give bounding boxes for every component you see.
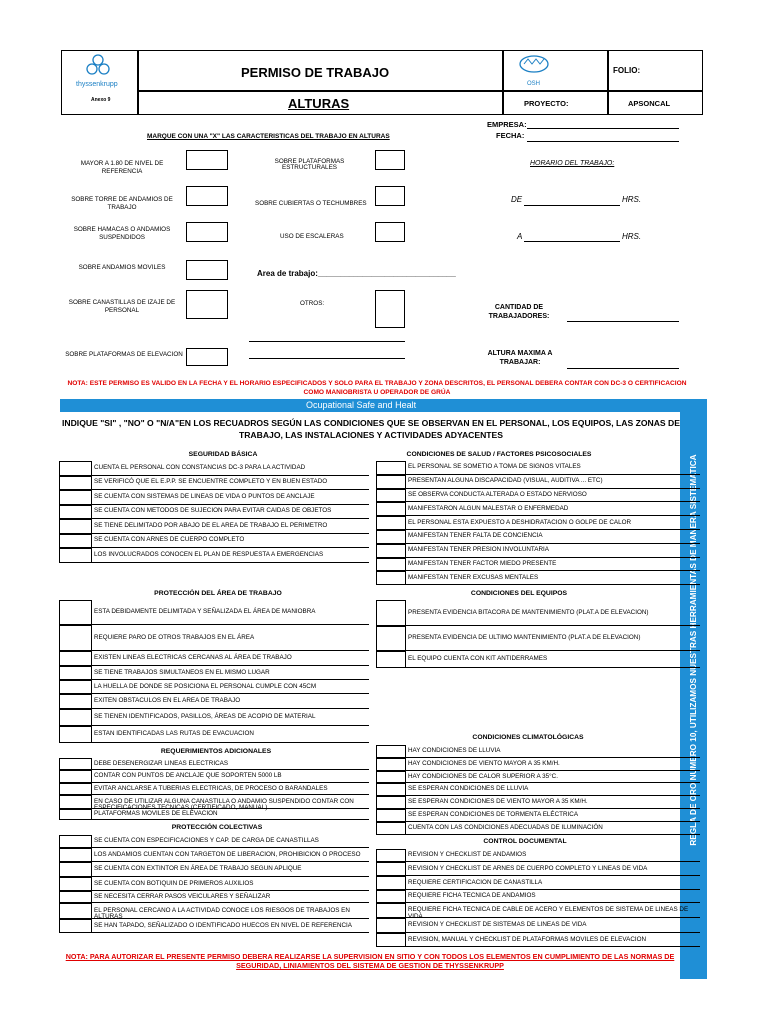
brand-name: thyssenkrupp bbox=[76, 81, 118, 88]
item-seguridad-6: SE CUENTA CON ARNES DE CUERPO COMPLETO bbox=[94, 536, 245, 544]
note-bottom: NOTA: PARA AUTORIZAR EL PRESENTE PERMISO DEBERA REALIZARSE LA SUPERVISION EN SITIO Y CON TODOS LOS ELEMENTOS EN CUMPLIMIENTO DE LAS NORMAS DE SEGURIDAD, LINIAMIENTOS DEL SISTEMA DE GESTION DE THYSSENKRUPP bbox=[65, 952, 675, 971]
checkbox-equipos-2[interactable] bbox=[376, 626, 406, 651]
item-proteccion_area-1: ESTA DEBIDAMENTE DELIMITADA Y SEÑALIZADA EL ÁREA DE MANIOBRA bbox=[94, 608, 316, 615]
item-clima-4: SE ESPERAN CONDICIONES DE LLUVIA bbox=[408, 785, 529, 792]
item-requerimientos-4: EN CASO DE UTILIZAR ALGUNA CANASTILLA O ANDAMIO SUSPENDIDO CONTAR CON ESPECIFICACIONES TECNICAS (CERTIFICADO, MANUAL) bbox=[94, 797, 354, 812]
item-requerimientos-5: PLATAFORMAS MOVILES DE ELEVACION bbox=[94, 810, 218, 817]
checkbox-left-3[interactable] bbox=[186, 222, 228, 242]
top-item-left-6: SOBRE PLATAFORMAS DE ELEVACION bbox=[65, 351, 183, 358]
item-requerimientos-1: DEBE DESENERGIZAR LINEAS ELECTRICAS bbox=[94, 759, 229, 767]
item-clima-2: HAY CONDICIONES DE VIENTO MAYOR A 35 KM/H. bbox=[408, 760, 560, 767]
item-equipos-2: PRESENTA EVIDENCIA DE ULTIMO MANTENIMIENTO (PLAT.A DE ELEVACION) bbox=[408, 634, 641, 641]
checkbox-requerimientos-5[interactable] bbox=[59, 809, 92, 820]
checkbox-colectivas-5[interactable] bbox=[59, 891, 92, 903]
checkbox-seguridad-2[interactable] bbox=[59, 476, 92, 491]
item-seguridad-2: SE VERIFICÓ QUE EL E.P.P. SE ENCUENTRE COMPLETO Y EN BUEN ESTADO bbox=[94, 478, 328, 486]
item-proteccion_area-7: SE TIENEN IDENTIFICADOS, PASILLOS, ÁREAS DE ACOPIO DE MATERIAL bbox=[94, 713, 316, 720]
a-field[interactable] bbox=[524, 232, 620, 242]
checkbox-left-6[interactable] bbox=[186, 348, 228, 366]
item-salud-6: MANIFESTAN TENER FALTA DE CONCIENCIA bbox=[408, 532, 543, 540]
item-colectivas-6: EL PERSONAL CERCANO A LA ACTIVIDAD CONOCE LOS RIESGOS DE TRABAJOS EN ALTURAS bbox=[94, 906, 350, 921]
checkbox-proteccion_area-1[interactable] bbox=[59, 600, 92, 625]
checkbox-mid-1[interactable] bbox=[375, 150, 405, 170]
de-label: DE bbox=[511, 195, 523, 204]
checkbox-left-4[interactable] bbox=[186, 260, 228, 280]
indique-text: INDIQUE "SI" , "NO" O "N/A"EN LOS RECUADROS SEGÚN LAS CONDICIONES QUE SE OBSERVAN EN EL PERSONAL, LOS EQUIPOS, LAS ZONAS DE TRABAJO, LAS INSTALACIONES Y ACTIVIDADES ADYACENTES bbox=[62, 418, 680, 440]
item-seguridad-1: CUENTA EL PERSONAL CON CONSTANCIAS DC-3 PARA LA ACTIVIDAD bbox=[94, 463, 306, 471]
folio-label: FOLIO: bbox=[613, 66, 641, 75]
checkbox-clima-7[interactable] bbox=[376, 822, 406, 835]
checkbox-proteccion_area-7[interactable] bbox=[59, 709, 92, 726]
checkbox-colectivas-3[interactable] bbox=[59, 862, 92, 877]
checkbox-documental-1[interactable] bbox=[376, 849, 406, 862]
empresa-field[interactable] bbox=[527, 119, 679, 129]
checkbox-salud-3[interactable] bbox=[376, 489, 406, 503]
osh-label: OSH bbox=[527, 81, 541, 87]
item-salud-4: MANIFESTARON ALGUN MALESTAR O ENFERMEDAD bbox=[408, 504, 569, 512]
item-documental-2: REVISION Y CHECKLIST DE ARNES DE CUERPO COMPLETO Y LINEAS DE VIDA bbox=[408, 864, 648, 872]
top-item-left-2: SOBRE TORRE DE ANDAMIOS DE TRABAJO bbox=[71, 196, 173, 212]
top-item-left-4: SOBRE ANDAMIOS MOVILES bbox=[78, 264, 166, 271]
checkbox-documental-7[interactable] bbox=[376, 933, 406, 947]
checkbox-seguridad-6[interactable] bbox=[59, 534, 92, 549]
item-seguridad-7: LOS INVOLUCRADOS CONOCEN EL PLAN DE RESPUESTA A EMERGENCIAS bbox=[94, 550, 324, 558]
checkbox-seguridad-1[interactable] bbox=[59, 461, 92, 476]
checkbox-colectivas-1[interactable] bbox=[59, 835, 92, 848]
item-seguridad-3: SE CUENTA CON SISTEMAS DE LINEAS DE VIDA O PUNTOS DE ANCLAJE bbox=[94, 492, 315, 500]
banner-text: Ocupational Safe and Healt bbox=[306, 400, 417, 410]
item-clima-3: HAY CONDICIONES DE CALOR SUPERIOR A 35°C. bbox=[408, 772, 558, 780]
item-seguridad-4: SE CUENTA CON METODOS DE SUJECION PARA EVITAR CAIDAS DE OBJETOS bbox=[94, 507, 332, 515]
item-salud-9: MANIFESTAN TENER EXCUSAS MENTALES bbox=[408, 573, 539, 581]
checkbox-salud-9[interactable] bbox=[376, 571, 406, 585]
hrs-label-2: HRS. bbox=[622, 232, 642, 241]
checkbox-proteccion_area-4[interactable] bbox=[59, 666, 92, 680]
item-salud-1: EL PERSONAL SE SOMETIO A TOMA DE SIGNOS VITALES bbox=[408, 463, 581, 471]
item-requerimientos-2: CONTAR CON PUNTOS DE ANCLAJE QUE SOPORTEN 5000 LB bbox=[94, 772, 282, 779]
item-clima-6: SE ESPERAN CONDICIONES DE TORMENTA ELÉCTRICA bbox=[408, 811, 579, 818]
checkbox-left-5[interactable] bbox=[186, 290, 228, 319]
checkbox-requerimientos-4[interactable] bbox=[59, 795, 92, 809]
checkbox-clima-6[interactable] bbox=[376, 809, 406, 822]
fecha-label: FECHA: bbox=[496, 131, 525, 140]
osh-logo-icon bbox=[518, 54, 550, 78]
page-subtitle: ALTURAS bbox=[288, 96, 350, 111]
cantidad-field[interactable] bbox=[567, 312, 679, 322]
item-clima-7: CUENTA CON LAS CONDICIONES ADECUADAS DE ILUMINACIÓN bbox=[408, 824, 603, 831]
checkbox-mid-3[interactable] bbox=[375, 222, 405, 242]
top-item-mid-3: USO DE ESCALERAS bbox=[280, 233, 344, 240]
section-title-colectivas: PROTECCIÓN COLECTIVAS bbox=[171, 824, 263, 831]
proyecto-label: PROYECTO: bbox=[524, 99, 569, 108]
otros-line-2[interactable] bbox=[249, 358, 405, 359]
annex-label: Anexo 9 bbox=[91, 97, 111, 103]
checkbox-documental-2[interactable] bbox=[376, 862, 406, 876]
item-proteccion_area-4: SE TIENE TRABAJOS SIMULTANEOS EN EL MISMO LUGAR bbox=[94, 668, 270, 676]
section-title-requerimientos: REQUERIMIENTOS ADICIONALES bbox=[160, 748, 272, 755]
fecha-field[interactable] bbox=[527, 132, 679, 142]
item-colectivas-2: LOS ANDAMIOS CUENTAN CON TARGETON DE LIBERACION, PROHIBICION O PROCESO bbox=[94, 850, 361, 858]
checkbox-proteccion_area-6[interactable] bbox=[59, 694, 92, 709]
checkbox-clima-4[interactable] bbox=[376, 783, 406, 796]
item-salud-5: EL PERSONAL ESTA EXPUESTO A DESHIDRATACION O GOLPE DE CALOR bbox=[408, 518, 632, 526]
checkbox-documental-3[interactable] bbox=[376, 876, 406, 890]
a-label: A bbox=[517, 232, 523, 241]
checkbox-salud-8[interactable] bbox=[376, 558, 406, 572]
item-proteccion_area-5: LA HUELLA DE DONDE SE POSICIONA EL PERSONAL CUMPLE CON 45CM bbox=[94, 682, 317, 690]
hrs-label-1: HRS. bbox=[622, 195, 642, 204]
top-item-left-1: MAYOR A 1.80 DE NIVEL DE REFERENCIA bbox=[80, 160, 164, 176]
item-salud-8: MANIFESTAN TENER FACTOR MIEDO PRESENTE bbox=[408, 560, 557, 567]
de-field[interactable] bbox=[524, 196, 620, 206]
checkbox-salud-7[interactable] bbox=[376, 544, 406, 558]
otros-line-1[interactable] bbox=[249, 341, 405, 342]
section-title-clima: CONDICIONES CLIMATOLÓGICAS bbox=[472, 734, 584, 741]
checkbox-salud-1[interactable] bbox=[376, 461, 406, 475]
side-text: REGLA DE ORO NUMERO 10, UTILIZAMOS NUESTRAS HERRAMIENTAS DE MANERA SISTEMATICA bbox=[688, 454, 698, 846]
item-colectivas-4: SE CUENTA CON BOTIQUIN DE PRIMEROS AUXILIOS bbox=[94, 879, 254, 887]
section-title-documental: CONTROL DOCUMENTAL bbox=[483, 838, 567, 845]
proyecto-value: APSONCAL bbox=[628, 99, 671, 108]
page-title: PERMISO DE TRABAJO bbox=[241, 65, 390, 80]
checkbox-requerimientos-3[interactable] bbox=[59, 783, 92, 795]
item-salud-2: PRESENTAN ALGUNA DISCAPACIDAD (VISUAL, AUDITIVA ... ETC) bbox=[408, 477, 603, 485]
checkbox-seguridad-7[interactable] bbox=[59, 548, 92, 563]
checkbox-clima-2[interactable] bbox=[376, 758, 406, 771]
altura-label: ALTURA MAXIMA A TRABAJAR: bbox=[487, 350, 553, 367]
top-item-left-3: SOBRE HAMACAS O ANDAMIOS SUSPENDIDOS bbox=[73, 226, 171, 242]
checkbox-documental-4[interactable] bbox=[376, 890, 406, 903]
checkbox-documental-6[interactable] bbox=[376, 918, 406, 933]
checkbox-seguridad-4[interactable] bbox=[59, 505, 92, 520]
checkbox-salud-2[interactable] bbox=[376, 475, 406, 489]
item-proteccion_area-2: REQUIERE PARO DE OTROS TRABAJOS EN EL ÁREA bbox=[94, 633, 255, 641]
checkbox-left-2[interactable] bbox=[186, 186, 228, 206]
checkbox-seguridad-3[interactable] bbox=[59, 490, 92, 505]
top-item-left-5: SOBRE CANASTILLAS DE IZAJE DE PERSONAL bbox=[68, 299, 176, 315]
checkbox-colectivas-2[interactable] bbox=[59, 848, 92, 862]
item-colectivas-1: SE CUENTA CON ESPECIFICACIONES Y CAP. DE CARGA DE CANASTILLAS bbox=[94, 837, 319, 844]
item-colectivas-3: SE CUENTA CON EXTINTOR EN ÁREA DE TRABAJO SEGUN APLIQUE bbox=[94, 865, 302, 872]
otros-label: OTROS: bbox=[300, 300, 325, 307]
item-seguridad-5: SE TIENE DELIMITADO POR ABAJO DE EL AREA DE TRABAJO EL PERIMETRO bbox=[94, 521, 328, 529]
checkbox-proteccion_area-5[interactable] bbox=[59, 680, 92, 694]
checkbox-colectivas-4[interactable] bbox=[59, 877, 92, 891]
item-documental-4: REQUIERE FICHA TECNICA DE ANDAMIOS bbox=[408, 892, 536, 899]
checkbox-equipos-1[interactable] bbox=[376, 600, 406, 626]
checkbox-clima-5[interactable] bbox=[376, 796, 406, 809]
item-documental-5: REQUIERE FICHA TECNICA DE CABLE DE ACERO Y ELEMENTOS DE SISTEMA DE LINEAS DE VIDA bbox=[408, 906, 689, 920]
checkbox-salud-6[interactable] bbox=[376, 530, 406, 544]
empresa-label: EMPRESA: bbox=[487, 120, 527, 129]
item-salud-7: MANIFESTAN TENER PRESION INVOLUNTARIA bbox=[408, 546, 549, 554]
item-colectivas-7: SE HAN TAPADO, SEÑALIZADO O IDENTIFICADO HUECOS EN NIVEL DE REFERENCIA bbox=[94, 921, 352, 929]
checkbox-clima-3[interactable] bbox=[376, 771, 406, 783]
note-top: NOTA: ESTE PERMISO ES VALIDO EN LA FECHA Y EL HORARIO ESPECIFICADOS Y SOLO PARA EL TRABAJO Y ZONA DESCRITOS, EL PERSONAL DEBERA CONTAR CON DC-3 O CERTIFICACION COMO MANIOBRISTA U OPERADOR DE GRÚA bbox=[67, 380, 687, 397]
item-documental-7: REVISION, MANUAL Y CHECKLIST DE PLATAFORMAS MOVILES DE ELEVACION bbox=[408, 935, 647, 943]
checkbox-clima-1[interactable] bbox=[376, 745, 406, 758]
checkbox-otros[interactable] bbox=[375, 290, 405, 328]
checkbox-proteccion_area-3[interactable] bbox=[59, 651, 92, 666]
checkbox-left-1[interactable] bbox=[186, 150, 228, 170]
item-documental-1: REVISION Y CHECKLIST DE ANDAMIOS bbox=[408, 851, 527, 858]
top-item-mid-2: SOBRE CUBIERTAS O TECHUMBRES bbox=[255, 200, 367, 207]
checkbox-mid-2[interactable] bbox=[375, 186, 405, 206]
checkbox-seguridad-5[interactable] bbox=[59, 519, 92, 534]
cantidad-label: CANTIDAD DE TRABAJADORES: bbox=[488, 304, 550, 321]
checkbox-salud-4[interactable] bbox=[376, 502, 406, 516]
item-documental-3: REQUIERE CERTIFICACION DE CANASTILLA bbox=[408, 878, 543, 886]
checkbox-requerimientos-2[interactable] bbox=[59, 770, 92, 783]
altura-field[interactable] bbox=[567, 359, 679, 369]
checkbox-colectivas-7[interactable] bbox=[59, 919, 92, 933]
item-colectivas-5: SE NECESITA CERRAR PASOS VEICULARES Y SEÑALIZAR bbox=[94, 892, 271, 900]
item-proteccion_area-8: ESTAN IDENTIFICADAS LAS RUTAS DE EVACUACION bbox=[94, 730, 254, 737]
checkbox-colectivas-6[interactable] bbox=[59, 903, 92, 919]
checkbox-equipos-3[interactable] bbox=[376, 651, 406, 668]
item-clima-5: SE ESPERAN CONDICIONES DE VIENTO MAYOR A 35 KM/H. bbox=[408, 798, 588, 805]
section-title-equipos: CONDICIONES DEL EQUIPOS bbox=[470, 590, 568, 597]
horario-label: HORARIO DEL TRABAJO: bbox=[530, 160, 615, 167]
top-item-mid-1: SOBRE PLATAFORMAS ESTRUCTURALES bbox=[274, 158, 345, 172]
item-salud-3: SE OBSERVA CONDUCTA ALTERADA O ESTADO NERVIOSO bbox=[408, 491, 587, 498]
item-equipos-3: EL EQUIPO CUENTA CON KIT ANTIDERRAMES bbox=[408, 655, 548, 662]
section-title-proteccion_area: PROTECCIÓN DEL ÁREA DE TRABAJO bbox=[154, 590, 282, 597]
item-proteccion_area-6: EXITEN OBSTACULOS EN EL AREA DE TRABAJO bbox=[94, 697, 241, 704]
section-title-seguridad: SEGURIDAD BÁSICA bbox=[188, 451, 258, 458]
checkbox-salud-5[interactable] bbox=[376, 516, 406, 530]
checkbox-proteccion_area-2[interactable] bbox=[59, 625, 92, 651]
item-documental-6: REVISION Y CHECKLIST DE SISTEMAS DE LINEAS DE VIDA bbox=[408, 921, 587, 928]
checkbox-requerimientos-1[interactable] bbox=[59, 758, 92, 770]
instruction-text: MARQUE CON UNA "X" LAS CARACTERISTICAS DEL TRABAJO EN ALTURAS bbox=[147, 133, 390, 140]
thyssenkrupp-logo-icon bbox=[82, 53, 114, 79]
section-title-salud: CONDICIONES DE SALUD / FACTORES PSICOSOCIALES bbox=[406, 451, 592, 458]
checkbox-documental-5[interactable] bbox=[376, 903, 406, 918]
item-equipos-1: PRESENTA EVIDENCIA BITACORA DE MANTENIMIENTO (PLAT.A DE ELEVACION) bbox=[408, 608, 649, 616]
area-trabajo-label: Area de trabajo:_______________________________ bbox=[257, 269, 456, 278]
item-requerimientos-3: EVITAR ANCLARSE A TUBERIAS ELECTRICAS, DE PROCESO O BARANDALES bbox=[94, 784, 328, 792]
checkbox-proteccion_area-8[interactable] bbox=[59, 726, 92, 743]
item-proteccion_area-3: EXISTEN LINEAS ELECTRICAS CERCANAS AL ÁREA DE TRABAJO bbox=[94, 654, 292, 661]
item-clima-1: HAY CONDICIONES DE LLUVIA bbox=[408, 747, 501, 754]
header-annex-cell bbox=[61, 91, 138, 115]
